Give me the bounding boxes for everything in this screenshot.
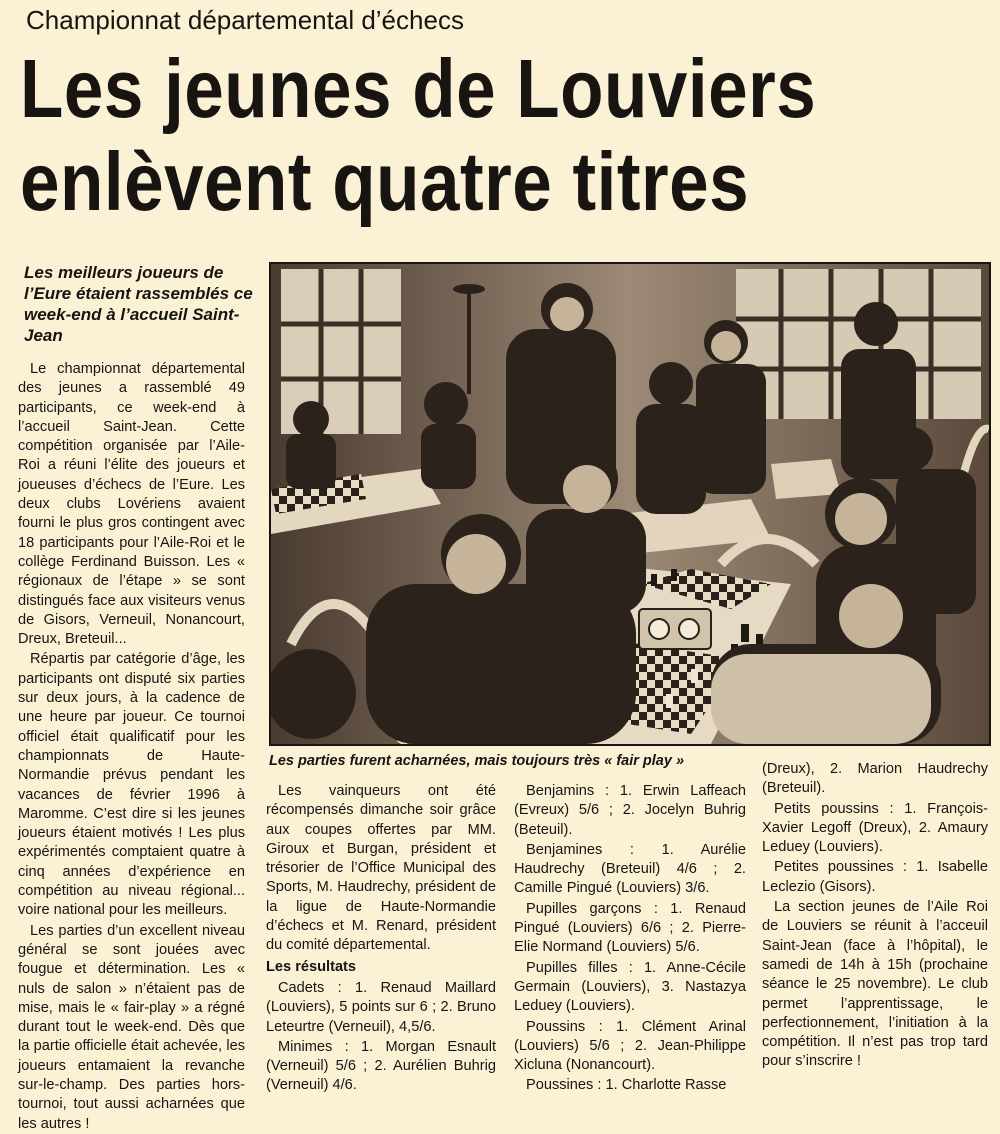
result-entry: Minimes : 1. Morgan Esnault (Verneuil) 5/6 ; 2. Aurélien Buhrig (Verneuil) 4/6. [266,1038,496,1094]
result-entry: Petites poussines : 1. Isabelle Leclezio (Gisors). [762,859,988,895]
chess-tournament-photo [269,262,991,746]
result-entry: Benjamins : 1. Erwin Laffeach (Evreux) 5/6 ; 2. Jocelyn Buhrig (Beteuil). [514,783,746,838]
result-entry: Poussines : 1. Charlotte Rasse [526,1077,727,1094]
result-entry: Pupilles filles : 1. Anne-Cécile Germain (Louviers), 3. Nastazya Leduey (Louviers). [514,959,746,1015]
photo-caption: Les parties furent acharnées, mais toujours très « fair play » [269,753,685,769]
result-entry: Petits poussins : 1. François-Xavier Legoff (Dreux), 2. Amaury Leduey (Louviers). [762,800,988,856]
headline-line-1: Les jeunes de Louviers [20,44,817,136]
result-entry: Benjamines : 1. Aurélie Haudrechy (Breteuil) 4/6 ; 2. Camille Pingué (Louviers) 3/6. [514,841,746,897]
article-kicker: Championnat départemental d’échecs [26,5,464,35]
result-entry: Pupilles garçons : 1. Renaud Pingué (Louviers) 6/6 ; 2. Pierre-Elie Normand (Louviers) 5/6. [514,900,746,956]
article-headline [20,44,816,230]
photo-illustration [271,264,989,744]
article-deck: Les meilleurs joueurs de l’Eure étaient rassemblés ce week-end à l’accueil Saint-Jean [24,263,253,345]
paragraph: La section jeunes de l’Aile Roi de Louviers se réunit à l’acceuil Saint-Jean (face à l’hôpital), le samedi de 14h à 15h (prochaine séance le 25 novembre). Le club permet l’apprentissage, le perfectionnement, l’initiation à la compétition. Il n’est pas trop tard pour s’inscrire ! [762,899,988,1070]
result-entry: Poussins : 1. Clément Arinal (Louviers) 5/6 ; 2. Jean-Philippe Xicluna (Nonancourt). [514,1018,746,1074]
result-entry-continued: (Dreux), 2. Marion Haudrechy (Breteuil). [762,761,988,797]
results-heading: Les résultats [266,958,357,975]
paragraph: Les vainqueurs ont été récompensés dimanche soir grâce aux coupes offertes par MM. Giroux et Burgan, président et trésorier de l’Office Municipal des Sports, M. Haudrechy, président de la ligue de Haute-Normandie d’échecs et M. Renard, président du comité départemental. [266,783,496,954]
article-column-3 [514,782,746,1096]
article-column-1 [18,360,245,1134]
paragraph: Le championnat départemental des jeunes a rassemblé 49 participants, ce week-end à l’accueil Saint-Jean. Cette compétition organisée par l’Aile-Roi a réuni l’élite des joueurs et joueuses d’échecs de l’Eure. Les deux clubs Lovériens avaient fourni le plus gros contingent avec 18 participants pour l’Aile-Roi et le collège Ferdinand Buisson. Les « régionaux de l’étape » se sont distingués face aux visiteurs venus de Gisors, Verneuil, Nonancourt, Dreux, Breteuil... [18,361,245,648]
paragraph: Répartis par catégorie d’âge, les participants ont disputé six parties sur deux jours, à la cadence de une heure par joueur. Ce tournoi officiel était qualificatif pour les championnats de Haute-Normandie prévus pendant les vacances de février 1996 à Maromme. C’est dire si les jeunes joueurs étaient motivés ! Les plus expérimentés comptaient quatre à cinq années d’expérience en compétition au niveau régional... voire national pour les meilleurs. [18,651,245,919]
headline-line-2: enlèvent quatre titres [20,136,750,229]
article-column-2 [266,782,496,1096]
paragraph: Les parties d’un excellent niveau général se sont jouées avec fougue et détermination. Les « nuls de salon » n’étaient pas de mise, mais le « fair-play » a régné durant tout le week-end. Dès que la partie officielle était achevée, les joueurs entamaient la revanche sur-le-champ. Des parties hors-tournoi, tout aussi acharnées que les autres ! [18,922,245,1132]
article-column-4 [762,760,988,1072]
result-entry: Cadets : 1. Renaud Maillard (Louviers), 5 points sur 6 ; 2. Bruno Leteurtre (Verneuil), 4,5/6. [266,979,496,1035]
